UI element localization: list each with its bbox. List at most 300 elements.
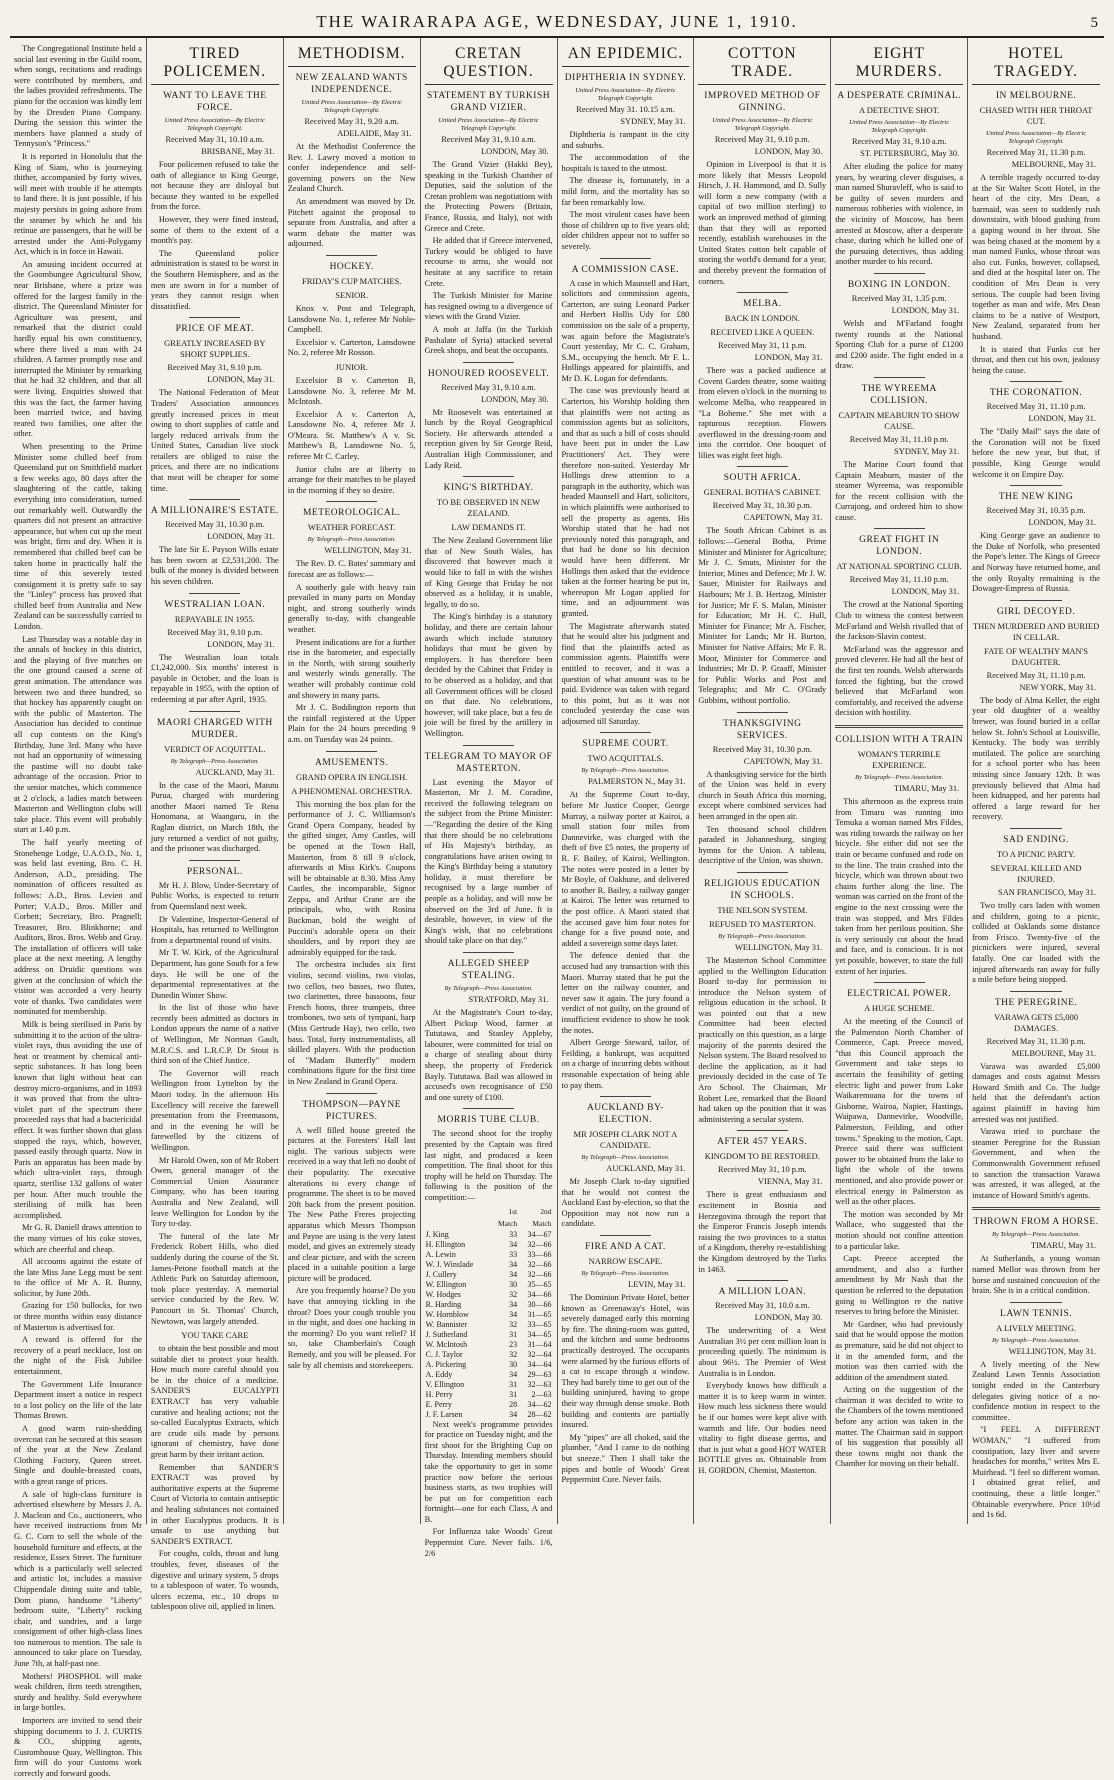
paragraph: Mothers! PHOSPHOL will make weak children, firm teeth strengthen, sturdy and healthy. Sold everywhere in large bottles. bbox=[14, 1671, 142, 1713]
paragraph: The "Daily Mail" says the date of the Coronation will not be fixed before the new year, but that, if possible, King George would welcome it on Empire Day. bbox=[972, 427, 1100, 479]
table-row bbox=[425, 1380, 553, 1390]
paragraph: Dr Valentine, Inspector-General of Hospitals, has returned to Wellington from a departmental round of visits. bbox=[150, 914, 279, 945]
advertisement: For Influenza take Woods' Great Peppermint Cure. Never fails. 1/6, 2/6 bbox=[424, 1527, 553, 1558]
dateline: LONDON, May 31. bbox=[207, 639, 275, 649]
paragraph: The body of Alma Keller, the eight year old daughter of a wealthy brewer, was found buried in a cellar below St. John's School at Louisville, Kentucky. The body was terribly mutilated. The police are searching for a school porter who has been missing since January 12th. It was previously believed that Alma had been kidnapped, and her parents had offered a large reward for her recovery. bbox=[972, 695, 1100, 822]
credit-line: United Press Association—By Electric Telegraph Copyright. bbox=[164, 117, 265, 132]
column-6 bbox=[694, 38, 831, 1524]
subheading: MORRIS TUBE CLUB. bbox=[437, 1115, 540, 1126]
divider bbox=[326, 751, 377, 752]
received-line: Received May 31, 11.30 p.m. bbox=[986, 1036, 1086, 1046]
credit-line: United Press Association—By Electric Telegraph Copyright. bbox=[985, 130, 1087, 145]
paragraph: The motion was seconded by Mr Wallace, who suggested that the motion should not confine attention to a particular lake. bbox=[835, 1209, 964, 1251]
table-row bbox=[425, 1390, 553, 1400]
score-first: 28 bbox=[509, 1399, 518, 1409]
score-second: 31—65 bbox=[527, 1309, 552, 1319]
dateline: NEW YORK, May 31. bbox=[1019, 682, 1096, 692]
received-line: Received May 31, 10 p.m. bbox=[718, 1165, 807, 1175]
dateline: CAPETOWN, May 31. bbox=[743, 756, 823, 766]
divider bbox=[189, 499, 240, 500]
score-second: 35—65 bbox=[527, 1279, 552, 1289]
score-name: W. McIntosh bbox=[425, 1339, 468, 1349]
subheading: THE NEW KING bbox=[998, 492, 1074, 503]
divider bbox=[600, 1096, 651, 1097]
table-row bbox=[425, 1360, 553, 1370]
paragraph: The Grand Vizier (Hakki Bey), speaking in the Turkish Chamber of Deputies, said the solution of the Cretan problem was negotiations with the Protecting Powers (Britain, France, Russia, and Italy), not with Greece and Crete. bbox=[424, 160, 553, 233]
paragraph: In the case of the Maori, Matutu Purua, charged with murdering another Maori named Te Rena Honomana, at Waangaru, in the Raglan district, on March 18th, the jury returned a verdict of not guilty, and the prisoner was discharged. bbox=[150, 780, 279, 854]
score-second: 32—64 bbox=[527, 1349, 552, 1359]
dateline: LONDON, May 30. bbox=[754, 147, 823, 156]
paragraph: The crowd at the National Sporting Club to witness the contest between McFarland and Welsh rivalled that of the Jackson-Slavin contest. bbox=[835, 600, 964, 642]
paragraph: An amusing incident occurred at the Goombungee Agricultural Show, near Brisbane, where a prize was offered for the largest family in the district. The Queensland Minister for Agriculture was present, and remarked that the district could hardly equal his own constituency, where there lived a man with 24 children. A farmer promptly rose and interrupted the Minister by remarking that he had 32 children, and that all were living. Enquiries showed that this was the fact, the farmer having been married twice, and having reared two families, one after the other. bbox=[14, 259, 142, 439]
paragraph: The Government Life Insurance Department insert a notice in respect to a lost policy on the life of the late Thomas Brown. bbox=[14, 1379, 142, 1421]
dateline: LONDON, May 31. bbox=[891, 587, 960, 597]
paragraph: The funeral of the late Mr Frederick Robert Hills, who died suddenly during the course of the St. James-Petone football match at the Athletic Park on Saturday afternoon, took place yesterday. A memorial service conducted by the Rev. W. Pancourt in St. Thomas' Church, Newtown, was largely attended. bbox=[150, 1231, 279, 1326]
subheading: IMPROVED METHOD OF GINNING. bbox=[704, 91, 821, 113]
divider bbox=[737, 712, 788, 713]
subheading: GREAT FIGHT IN LONDON. bbox=[859, 535, 940, 558]
table-row bbox=[425, 1260, 553, 1270]
divider bbox=[189, 593, 240, 594]
paragraph: The most virulent cases have been those of children up to five years old; older children appear not to suffer so severely. bbox=[561, 210, 690, 251]
received-line: Received May 31, 9.20 a.m. bbox=[304, 117, 399, 126]
paragraph: All accounts against the estate of the late Miss Jane Legg must be sent to the office of Mr A. R. Bunny, solicitor, by June 20th. bbox=[14, 1257, 142, 1298]
score-table-body bbox=[425, 1230, 553, 1420]
paragraph: The half yearly meeting of Stonehenge Lodge, U.A.O.D., No. 1, was held last evening, Bro. C. H. Anderson, A.D., presiding. The nomination of officers resulted as follows: A.D., Bros. Levien and Porter; V.A.D., Bros. Miller and Corbett; Secretary, Bro. Pragnell; Treasurer, Bro. Blinkhorne; and Auditors, Bros. Bros. Webb and Gray. The installation of officers will take place at the next meeting. A lengthy address on Druidic questions was given at the conclusion of which the visitor was accorded a very hearty vote of thanks. Two candidates were nominated for membership. bbox=[14, 837, 142, 1017]
subheading: WEATHER FORECAST. bbox=[307, 522, 396, 533]
dateline: LONDON, May 31. bbox=[207, 532, 275, 542]
paragraph: When presenting to the Prime Minister some chilled beef from Queensland put on Smithfield market a few weeks ago, 80 days after the slaughtering of the cattle, taking everything into consideration, turned out remarkably well. Outwardly the quarters did not present an attractive appearance, but when cut up the meat was bright, firm and dry. When it is remembered that chilled beef can be taken home in practically half the time of this severely tested consignment it is pretty safe to say the "Linley" process has proved that chilled beef from Australia and New Zealand can be successfully carried to London. bbox=[14, 441, 142, 632]
paragraph: Opinion in Liverpool is that it is more likely that Messrs Leopold Hirsch, J. H. Hammond, and D. Sully will form a new company (with a capital of two million sterling) to work an improved method of ginning than that they will as reported recently, establish warehouses in the United States cotton belt capable of storing the world's demand for a year, and thereby prevent the formation of corners. bbox=[698, 160, 827, 286]
received-line: Received May 31, 11.10 p.m. bbox=[986, 670, 1086, 680]
dateline: LONDON, May 31. bbox=[754, 353, 823, 363]
paragraph: The orchestra includes six first violins, second violins, two violas, two cellos, two basses, two flutes, two clarinettes, three bassoons, four French horns, three trumpets, three trombones, two sets of tympani, harp (Miss Gertrude Hay), two cello, two bass. Total, forty instrumentalists, all skilled players. With the production of "Madam Butterfly" modern combinations figure for the first time in New Zealand in Grand Opera. bbox=[287, 960, 416, 1086]
score-second: 30—66 bbox=[527, 1299, 552, 1309]
subheading: RECEIVED LIKE A QUEEN. bbox=[710, 327, 815, 338]
subheading: A DETECTIVE SHOT. bbox=[859, 105, 940, 115]
score-first: 30 bbox=[509, 1359, 518, 1369]
subheading: FIRE AND A CAT. bbox=[585, 1242, 666, 1253]
divider bbox=[1010, 381, 1061, 382]
dateline: TIMARU, May 31. bbox=[1030, 1241, 1096, 1251]
subheading: GREATLY INCREASED BY SHORT SUPPLIES. bbox=[164, 338, 266, 360]
table-row bbox=[425, 1340, 553, 1350]
score-name: W. J. Winslade bbox=[425, 1259, 474, 1269]
subheading: VARAWA GETS £5,000 DAMAGES. bbox=[994, 1011, 1079, 1033]
column-header: 1st bbox=[508, 1206, 518, 1216]
subheading: ALLEGED SHEEP STEALING. bbox=[447, 959, 530, 982]
page-number: 5 bbox=[1090, 15, 1098, 31]
paragraph: The Governor will reach Wellington from Lyttelton by the Maori today. In the afternoon His Excellency will receive the farewell presentation from the Freemasons, and in the evening he will be farewelled by the citizens of Wellington. bbox=[150, 1068, 279, 1152]
paragraph: At the Methodist Conference the Rev. J. Lawry moved a motion to confer independence and self-governing powers on the New Zealand Church. bbox=[287, 142, 416, 194]
divider bbox=[1010, 1302, 1061, 1303]
divider bbox=[600, 258, 651, 259]
score-name: W. Bannister bbox=[425, 1319, 468, 1329]
credit-line: By Telegraph—Press Association. bbox=[444, 985, 533, 993]
subheading: RELIGIOUS EDUCATION IN SCHOOLS. bbox=[704, 878, 821, 901]
subheading: A MILLIONAIRE'S ESTATE. bbox=[150, 506, 279, 517]
subheading: NARROW ESCAPE. bbox=[588, 1256, 663, 1267]
paragraph: It is reported in Honolulu that the King of Siam, who is journeying thither, accompanied by forty wives, will meet with trouble if he attempts to land there. It is just possible, if his majesty persists in going ashore from the steamer by which he and his retinue are passengers, that he will be arrested under the Anti-Polygamy Act, which is in force in Hawaii. bbox=[14, 151, 142, 257]
credit-line: United Press Association—By Electric Telegraph Copyright. bbox=[849, 119, 950, 134]
score-name: E. Perry bbox=[425, 1399, 452, 1409]
divider bbox=[737, 292, 788, 293]
paragraph: The Marine Court found that Captain Meaburn, master of the steamer Wyreema, was responsible for the recent collision with the Currajong, and ordered him to show cause. bbox=[835, 459, 964, 522]
score-first: 23 bbox=[509, 1339, 518, 1349]
received-line: Received May 31, 10.0 a.m. bbox=[715, 1301, 810, 1311]
score-first: 32 bbox=[509, 1349, 518, 1359]
table-row bbox=[425, 1370, 553, 1380]
score-name: A. Lewin bbox=[425, 1249, 456, 1259]
table-row bbox=[425, 1230, 553, 1240]
paragraph: There is great enthusiasm and excitement in Bosnia and Herzegovina through the report that the Emperor Francis Joseph intends raising the two provinces to a status of a Kingdom, thereby re-establishing the Kingdom destroyed by the Turks in 1463. bbox=[698, 1190, 827, 1274]
received-line: Received May 31, 9.10 p.m. bbox=[167, 627, 263, 637]
score-name: H. Perry bbox=[425, 1389, 453, 1399]
received-line: Received May 31, 9.10 p.m. bbox=[167, 363, 263, 373]
subheading: A HUGE SCHEME. bbox=[864, 1003, 935, 1014]
paragraph: At the Supreme Court to-day, before Mr Justice Cooper, George Murray, a railway porter at Kairoi, a small station four miles from Dannevirke, was charged with the theft of five £5 notes, the property of R. F. Bailey, of Kairoi, Wellington. The notes were posted in a letter by Mr Boyle, of Oakhune, and delivered to another R. Bailey, a railway ganger at Kairoi. The letter was returned to the post office. A Maori stated that the accused gave him four notes for change for a five pound note, and added a sovereign some days later. bbox=[561, 790, 690, 948]
column-header: Match bbox=[532, 1218, 552, 1228]
paragraph: An amendment was moved by Dr. Pitchett against the proposal to separate from Australia, and after a warm debate the matter was adjourned. bbox=[287, 196, 416, 249]
advertisement: Are you frequently hoarse? Do you have that annoying tickling in the throat? Does your cough trouble you in the night, and does one hacking in the morning? Do you want relief? If so, take Chamberlain's Cough Remedy, and you will be pleased. For sale by all chemists and storekeepers. bbox=[287, 1286, 416, 1370]
column-2 bbox=[147, 38, 284, 1612]
dateline: MELBOURNE, May 31. bbox=[1011, 160, 1096, 169]
score-second: 34—64 bbox=[527, 1359, 552, 1369]
paragraph: The disease is, fortunately, in a mild form, and the mortality has so far been remarkably low. bbox=[561, 176, 690, 207]
subheading: TWO ACQUITTALS. bbox=[587, 753, 664, 764]
received-line: Received May 31, 11 p.m. bbox=[718, 341, 807, 351]
paragraph: The case was previously heard at Carterton, his Worship holding then that plaintiffs were not acting as commission agents but as solicitors, and that as such a bill of costs should have been put in under the Law Practitioners' Act. They were therefore non-suited. Yesterday Mr Hollings drew attention to a paragraph in the authority, which was headed Maunsell and Hart, solicitors, in which plaintiffs were authorised to sell the property as agents. His Worship stated that he had not previously noted this paragraph, and that had he done so his decision would have been different. Mr Hollings then asked that the evidence taken at the former hearing be put in, whereupon Mr Logan applied for time, and an adjournment was granted. bbox=[561, 386, 690, 618]
score-second: 34—66 bbox=[527, 1289, 552, 1299]
score-name: R. Harding bbox=[425, 1299, 462, 1309]
subheading: REPAYABLE IN 1955. bbox=[174, 613, 255, 624]
score-name: W. Hodges bbox=[425, 1289, 461, 1299]
score-second: 2—63 bbox=[531, 1389, 552, 1399]
dateline: BRISBANE, May 31. bbox=[201, 147, 275, 156]
subheading: A COMMISSION CASE. bbox=[571, 264, 680, 275]
paragraph: The Magistrate afterwards stated that he would alter his judgment and find that the plaintiffs acted as commission agents. Plaintiffs were entitled to recover, and it was a question of what amount was to be paid. Evidence was taken with regard to this point, but as it was not concluded yesterday the case was adjourned till Saturday. bbox=[561, 621, 690, 726]
score-first: 31 bbox=[509, 1379, 518, 1389]
paragraph: Mr T. W. Kirk, of the Agricultural Department, has gone South for a few days. He will be one of the departmental representatives at the Dunedin Winter Show. bbox=[150, 948, 279, 1000]
paragraph: A mob at Jaffa (in the Turkish Pashalate of Syria) attacked several Greek shops, and beat the occupants. bbox=[424, 324, 553, 356]
divider bbox=[835, 725, 963, 728]
masthead bbox=[10, 8, 1104, 38]
paragraph: Welsh and M'Farland fought twenty rounds at the National Sporting Club for a purse of £1200 and £200 aside. The fight ended in a draw. bbox=[835, 318, 964, 371]
subheading: SUPREME COURT. bbox=[582, 739, 669, 750]
paragraph: The underwriting of a West Australian 3½ per cent million loan is proceeding quietly. The minimum is about 96½. The Premier of West Australia is in London. bbox=[698, 1326, 827, 1378]
subheading: WOMAN'S TERRIBLE EXPERIENCE. bbox=[857, 749, 941, 770]
paragraph: The South African Cabinet is as follows:—General Botha, Prime Minister and Minister for Agriculture; Mr J. C. Smuts, Minister for the Interior, Mines and Defence; Mr J. W. Sauer, Minister for Railways and Harbours; Mr J. B. Hertzog, Minister for Justice; Mr F. S. Malan, Minister for Education; Mr H. C. Hull, Minister for Finance; Mr A. Fischer, Minister for Lands; Mr H. Burton, Minister for Native Affairs; Mr F. R. Moor, Minister for Commerce and Industries; Mr D. P. Graaff, Minister for Public Works and Post and Telegraphs; and Mr C. O'Grady Gubbins, without portfolio. bbox=[698, 526, 827, 705]
score-second: 33—65 bbox=[527, 1319, 552, 1329]
paragraph: Mr H. J. Blow, Under-Secretary of Public Works, is expected to return from Queensland next week. bbox=[150, 880, 279, 911]
divider bbox=[463, 476, 514, 477]
paragraph: A good warm rain-shedding overcoat can be secured at this season of the year at the New Zealand Clothing Factory, Queen street. Single and double-breasted coats, with a great range of prices. bbox=[14, 1424, 142, 1486]
paragraph: Last evening the Mayor of Masterton, Mr J. M. Coradine, received the following telegram on the subject from the Prime Minister:—"Regarding the desire of the King that there should be no celebrations of His Majesty's birthday, as congratulations have arisen owing to the King's Birthday being a statutory holiday, it must therefore be recognised by a large number of people as a holiday, and will now be observed on the 3rd of June. It is desirable, however, in view of the King's wish, that no celebrations should take place on that day." bbox=[424, 777, 553, 946]
subheading: REFUSED TO MASTERTON. bbox=[709, 918, 816, 929]
advertisement: For coughs, colds, throat and lung troubles, fever, diseases of the digestive and urinary system, 5 drops to a tablespoon of water. To wounds, ulcers eczema, etc., 10 drops to tablespoon olive oil, applied in linen. bbox=[150, 1549, 279, 1612]
divider bbox=[326, 255, 377, 256]
paragraph: The Turkish Minister for Marine has resigned owing to a divergence of views with the Grand Vizier. bbox=[424, 291, 553, 322]
subheading: CHASED WITH HER THROAT CUT. bbox=[979, 105, 1093, 126]
column-8 bbox=[968, 38, 1104, 1524]
paragraph: The accommodation of the hospitals is taxed to the utmost. bbox=[561, 153, 690, 173]
received-line: Received May 31. 10.15 a.m. bbox=[576, 105, 675, 114]
paragraph: Albert George Steward, tailor, of Feilding, a bankrupt, was acquitted on a charge of incurring debts without reasonable expectation of being able to pay them. bbox=[561, 1038, 690, 1090]
credit-line: By Telegraph—Press Association. bbox=[992, 1336, 1081, 1344]
paragraph: The Rev. D. C. Bates' summary and forecast are as follows:— bbox=[287, 559, 416, 580]
received-line: Received May 31, 9.10 a.m. bbox=[441, 135, 536, 144]
table-row bbox=[425, 1270, 553, 1280]
divider bbox=[600, 1235, 651, 1236]
divider bbox=[737, 872, 788, 873]
subheading: KINGDOM TO BE RESTORED. bbox=[704, 1151, 820, 1162]
dateline: WELLINGTON, May 31. bbox=[1008, 1346, 1096, 1356]
dateline: STRATFORD, May 31. bbox=[468, 995, 549, 1005]
headline: METHODISM. bbox=[288, 44, 416, 67]
score-second: 34—65 bbox=[527, 1329, 552, 1339]
divider bbox=[463, 1108, 514, 1109]
divider bbox=[737, 1130, 788, 1131]
score-name: J. Cullery bbox=[425, 1269, 457, 1279]
subheading: THE NELSON SYSTEM. bbox=[717, 904, 808, 915]
score-first: 34 bbox=[509, 1409, 518, 1419]
column-4 bbox=[421, 38, 558, 1558]
subheading: TO BE OBSERVED IN NEW ZEALAND. bbox=[437, 497, 541, 519]
received-line: Received May 31, 10.10 a.m. bbox=[165, 135, 265, 144]
divider bbox=[1010, 991, 1061, 992]
paragraph: Last Thursday was a notable day in the annals of hockey in this district, and the playing of five matches on the one ground caused a scene of great animation. The attendance was between two and three hundred, so that hockey has apparently caught on with the public of Masterton. The Association has decided to continue all cup contests on the King's Birthday, June 3rd. Many who have not had an opportunity of witnessing the pastime will no doubt take advantage of the occasion. Prior to the senior matches, which commence at 2 o'clock, a ladies match between Masterton and Wellington clubs will take place. This event will probably start at 1.40 p.m. bbox=[14, 634, 142, 835]
received-line: Received May 31, 10.35 p.m. bbox=[986, 506, 1086, 516]
dateline: AUCKLAND, May 31. bbox=[195, 767, 275, 777]
dateline: WELLINGTON, May 31. bbox=[734, 942, 823, 952]
subheading: COLLISION WITH A TRAIN bbox=[835, 735, 963, 745]
received-line: Received May 31, 9.10 a.m. bbox=[851, 137, 947, 146]
paragraph: Ten thousand school children paraded in Johannesburg, singing hymns for the Union. A tableau, descriptive of the Union, was shown. bbox=[698, 824, 827, 866]
paragraph: A terrible tragedy occurred to-day at the Sir Walter Scott Hotel, in the heart of the city. Mrs Dean, a barmaid, was seen to suddenly rush downstairs, with blood gushing from a gaping wound in her throat. She was being chased at the moment by a man named Funks, whose throat was also cut. Funks, however, collapsed, and died at the hospital later on. The condition of Mrs Dean is very serious. The couple had been living together as man and wife. Mrs Dean claims to be a native of Westport, New Zealand, separated from her husband. bbox=[972, 173, 1100, 341]
score-first: 32 bbox=[509, 1319, 518, 1329]
subheading: SEVERAL KILLED AND INJURED. bbox=[990, 862, 1082, 884]
subheading: GRAND OPERA IN ENGLISH. bbox=[295, 771, 408, 782]
paragraph: Four policemen refused to take the oath of allegiance to King George, not because they are disloyal but because they wanted to be expelled from the force. bbox=[150, 160, 279, 212]
credit-line: United Press Association—By Electric Telegraph Copyright. bbox=[301, 99, 402, 114]
columns bbox=[10, 38, 1104, 1778]
dateline: VIENNA, May 31. bbox=[758, 1177, 823, 1187]
score-name: J. King bbox=[425, 1229, 449, 1239]
score-first: 34 bbox=[509, 1309, 518, 1319]
dateline: SAN FRANCISCO, May 31. bbox=[998, 887, 1096, 897]
score-name: H. Ellington bbox=[425, 1239, 466, 1249]
subheading: IN MELBOURNE. bbox=[995, 91, 1077, 101]
table-row bbox=[425, 1350, 553, 1360]
credit-line: By Telegraph—Press Association. bbox=[307, 536, 396, 544]
subheading: BACK IN LONDON. bbox=[724, 313, 800, 324]
score-first: 31 bbox=[509, 1389, 518, 1399]
divider bbox=[737, 466, 788, 467]
subheading: PERSONAL. bbox=[186, 866, 243, 877]
subheading: GENERAL BOTHA'S CABINET. bbox=[703, 487, 822, 498]
paragraph: A southerly gale with heavy rain prevailed in many parts on Monday night, and strong southerly winds generally to-day, with changeable weather. bbox=[287, 582, 416, 634]
divider bbox=[972, 1207, 1100, 1210]
paragraph: The Masterton School Committee applied to the Wellington Education Board to-day for permission to introduce the Nelson system of religious education in the school. It was pointed out that a new Committee had been elected practically on this question, as a large majority of the parents desired the Nelson system. The Board resolved to decline the application, as it had previously decided in the case of Te Aro School. The Chairman, Mr Robert Lee, remarked that the Board had taken up the position that it was administering a secular system. bbox=[698, 955, 827, 1124]
subheading: JUNIOR. bbox=[335, 361, 368, 372]
paragraph: After eluding the police for many years, by wearing clever disguises, a man named Shuravleff, who is said to be guilty of seven murders and numerous robberies with violence, in the vicinity of Moscow, has been arrested at Moscow, after a desperate chase, during which he killed one of the pursuing detectives, thus adding another murder to his record. bbox=[835, 162, 964, 267]
paragraph: A well filled house greeted the pictures at the Foresters' Hall last night. The various subjects were received in a way that left no doubt of their popularity. The executive alterations to every change of programme. The sheet is to be moved 20ft back from the present position. The New Pathe Freres projecting apparatus which Messrs Thompson and Payne are using is the very latest model, and gives an extremely steady and clear picture, and with the screen placed in a suitable position a large picture will be produced. bbox=[287, 1125, 416, 1283]
paragraph: The Congregational Institute held a social last evening in the Guild room, when songs, recitations and readings were contributed by members, and the ladies provided refreshments. The piano for the occasion was kindly lent by the Dresden Piano Company. During the session this winter the members have planned a study of Tennyson's "Princess." bbox=[14, 44, 142, 149]
subheading: HONOURED ROOSEVELT. bbox=[427, 368, 550, 379]
score-first: 34 bbox=[509, 1259, 518, 1269]
received-line: Received May 31, 1.35 p.m. bbox=[851, 293, 947, 303]
received-line: Received May 31, 11.30 p.m. bbox=[986, 148, 1086, 157]
column-3 bbox=[284, 38, 421, 1524]
subheading: HOCKEY. bbox=[329, 261, 374, 272]
credit-line: By Telegraph—Press Association. bbox=[718, 932, 807, 940]
credit-line: By Telegraph—Press Association. bbox=[581, 1270, 670, 1278]
credit-line: By Telegraph—Press Association. bbox=[992, 1231, 1081, 1239]
credit-line: By Telegraph—Press Association. bbox=[581, 767, 670, 775]
score-name: A. Pickering bbox=[425, 1359, 467, 1369]
subheading: A PHENOMENAL ORCHESTRA. bbox=[291, 785, 413, 796]
divider bbox=[1010, 828, 1061, 829]
paragraph: This afternoon as the express train from Timaru was running into Temuka a woman named Mrs Fildes, was riding towards the railway on her bicycle. She either did not see the train or became confused and rode on to the line. The train crashed into the bicycle, which was thrown about two chains further along the line. The woman was carried on the front of the engine to the next crossing were the train was stopped, and Mrs Fildes taken from her perilous position. She is very seriously cut about the head and face, and is conscious. It is not yet possible, however, to state the full extent of her injuries. bbox=[835, 797, 964, 976]
score-name: J. F. Larsen bbox=[425, 1409, 463, 1419]
dateline: AUCKLAND, May 31. bbox=[606, 1164, 686, 1174]
ad-heading: YOU TAKE CARE bbox=[181, 1330, 249, 1341]
subheading: THE CORONATION. bbox=[989, 388, 1083, 399]
subheading: AT NATIONAL SPORTING CLUB. bbox=[836, 561, 962, 572]
score-name: C. J. Taylor bbox=[425, 1349, 463, 1359]
subheading: AUCKLAND BY-ELECTION. bbox=[586, 1103, 664, 1126]
dateline: LONDON, May 30. bbox=[481, 147, 549, 156]
subheading: LAW DEMANDS IT. bbox=[451, 522, 526, 533]
masthead-title: THE WAIRARAPA AGE, WEDNESDAY, JUNE 1, 1910. bbox=[316, 12, 798, 31]
paragraph: Excelsior A v. Carterton A, Lansdowne No. 4, referee Mr J. O'Meara. St. Matthew's A v. St. Matthew's B, Lansdowne No. 5, referee Mr C. Carley. bbox=[287, 409, 416, 462]
subheading: THOMPSON—PAYNE PICTURES. bbox=[302, 1099, 402, 1122]
score-first: 34 bbox=[509, 1239, 518, 1249]
subheading: A MILLION LOAN. bbox=[718, 1287, 807, 1298]
subheading: SAD ENDING. bbox=[1003, 834, 1069, 845]
paragraph: A reward is offered for the recovery of a pearl necklace, lost on the night of the Fisk Jubilee entertainment. bbox=[14, 1335, 142, 1377]
column-5 bbox=[558, 38, 695, 1524]
subheading: WANT TO LEAVE THE FORCE. bbox=[163, 91, 267, 113]
subheading: DIPHTHERIA IN SYDNEY. bbox=[564, 73, 687, 83]
table-row bbox=[425, 1320, 553, 1330]
paragraph: At the meeting of the Council of the Palmerston North Chamber of Commerce, Capt. Preece moved, "that this Council approach the Government and take steps to ascertain the feasibility of getting electric light and power from Lake Waikaremoana for the towns of Gisborne, Wairoa, Napier, Hastings, Waipawa, Dannevirke, Woodville, Palmerston, Feilding, and other towns." Speaking to the motion, Capt. Preece said there was sufficient power to be obtained from the lake to light the whole of the towns mentioned, and also provide power or electrical energy in Palmerston as well as the other places. bbox=[835, 1017, 964, 1207]
dateline: LONDON, May 31. bbox=[207, 375, 275, 385]
score-first: 31 bbox=[509, 1329, 518, 1339]
paragraph: The late Sir E. Payson Wills estate has been sworn at £2,531,200. The bulk of the money is divided between his seven children. bbox=[150, 545, 279, 587]
paragraph: It is stated that Funks cut her throat, and then cut his own, jealousy being the cause. bbox=[972, 344, 1100, 375]
score-table-header bbox=[425, 1206, 553, 1218]
divider bbox=[874, 273, 925, 274]
received-line: Received May 31, 9.10 a.m. bbox=[441, 382, 536, 392]
paragraph: Mr G. R. Daniell draws attention to the many virtues of his coke stoves, which are cheerful and cheap. bbox=[14, 1223, 142, 1254]
dateline: SYDNEY, May 31. bbox=[620, 117, 686, 126]
divider bbox=[874, 528, 925, 529]
subheading: FRIDAY'S CUP MATCHES. bbox=[301, 275, 402, 286]
paragraph: King George gave an audience to the Duke of Norfolk, who presented the Pope's letter. The Kings of Greece and Norway have returned home, and the only Royalty remaining is the Dowager-Empress of Russia. bbox=[972, 531, 1100, 594]
score-first: 33 bbox=[509, 1249, 518, 1259]
subheading: LAWN TENNIS. bbox=[1000, 1308, 1073, 1319]
column-header: 2nd bbox=[540, 1206, 552, 1216]
paragraph: In the list of those who have recently been admitted as doctors in London appears the name of a native of Wellington, Mr Norman Gault, M.R.C.S. and L.R.C.P. Dr Stout is third son of the Chief Justice. bbox=[150, 1003, 279, 1066]
divider bbox=[1010, 600, 1061, 601]
paragraph: Importers are invited to send their shipping documents to J. J. CURTIS & CO., shipping agents, Customhouse Quay, Wellington. This firm will do your Customs work correctly and forward goods. bbox=[14, 1716, 142, 1778]
score-table-header bbox=[425, 1218, 553, 1230]
subheading: CAPTAIN MEABURN TO SHOW CAUSE. bbox=[838, 409, 960, 431]
score-second: 34—67 bbox=[527, 1229, 552, 1239]
dateline: TIMARU, May 31. bbox=[893, 784, 960, 793]
received-line: Received May 31, 11.10 p.m. bbox=[986, 402, 1086, 412]
score-first: 33 bbox=[509, 1229, 518, 1239]
paragraph: Two trolly cars laden with women and children, going to a picnic, collided at Oaklands some distance from Frisco. Twenty-five of the picnickers were injured, several fatally. One car loaded with the injured afterwards ran away for fully a mile before being stopped. bbox=[972, 900, 1100, 985]
advertisement: Remember that SANDER'S EXTRACT was proved by authoritative experts at the Supreme Court of Victoria to contain antiseptic and healing substances not contained in other Eucalyptus products. It is unsafe to use anything but SANDER'S EXTRACT. bbox=[150, 1462, 279, 1546]
divider bbox=[189, 317, 240, 318]
paragraph: Junior clubs are at liberty to arrange for their matches to be played in the morning if they so desire. bbox=[287, 464, 416, 495]
paragraph: Next week's programme provides for practice on Tuesday night, and the first shoot for the Brighting Cup on Thursday. Intending members should take the opportunity to get in some practice now before the serious business starts, as two trophies will be put on for competition each fortnight—one for each Class, A and B. bbox=[424, 1419, 553, 1524]
score-first: 34 bbox=[509, 1369, 518, 1379]
headline: HOTEL TRAGEDY. bbox=[972, 44, 1100, 85]
paragraph: Mr Joseph Clark to-day signified that he would not contest the Auckland East by-election, so that the Opposition may not now run a candidate. bbox=[561, 1177, 690, 1229]
dateline: LONDON, May 30. bbox=[754, 1313, 823, 1323]
subheading: A LIVELY MEETING. bbox=[996, 1322, 1076, 1333]
subheading: GIRL DECOYED. bbox=[996, 606, 1076, 617]
paragraph: Present indications are for a further rise in the barometer, and especially in the North, with strong southerly and westerly winds generally. The weather will probably continue cold and showery in many parts. bbox=[287, 637, 416, 700]
subheading: BOXING IN LONDON. bbox=[847, 279, 951, 290]
score-second: 33—66 bbox=[527, 1249, 552, 1259]
divider bbox=[737, 1280, 788, 1281]
subheading: THROWN FROM A HORSE. bbox=[973, 1217, 1099, 1228]
subheading: MR JOSEPH CLARK NOT A CANDIDATE. bbox=[573, 1129, 678, 1151]
subheading: THE PEREGRINE. bbox=[994, 997, 1078, 1008]
column-7 bbox=[831, 38, 968, 1524]
table-row bbox=[425, 1280, 553, 1290]
divider bbox=[1010, 485, 1061, 486]
score-name: W. Ellington bbox=[425, 1279, 467, 1289]
table-row bbox=[425, 1310, 553, 1320]
paragraph: The Dominion Private Hotel, better known as Greenaway's Hotel, was severely damaged early this morning by fire. The dining-room was gutted, and the kitchen and some bedrooms practically destroyed. The occupants were alarmed by the furious efforts of a cat to escape through a window. They had barely time to get out of the building uninjured, having to grope their way through dense smoke. Both building and contents are partially insured. bbox=[561, 1293, 690, 1430]
paragraph: A thanksgiving service for the birth of the Union was held in every church in South Africa this morning, except where combined services had been arranged in the open air. bbox=[698, 769, 827, 821]
dateline: LEVIN, May 31. bbox=[628, 1280, 686, 1290]
table-row bbox=[425, 1300, 553, 1310]
dateline: LONDON, May 31. bbox=[891, 305, 960, 315]
dateline: LONDON, May 30. bbox=[481, 394, 549, 404]
advertisement: to obtain the best possible and most suitable diet to protect your health. How much more careful should you be in the choice of a medicine. SANDER'S EUCALYPTI EXTRACT has very valuable curative and healing actions; not the so-called Eucalyptus Extracts, which are crude oils made by persons ignorant of chemistry, have done great harm by their irritant action. bbox=[150, 1344, 279, 1460]
divider bbox=[874, 377, 925, 378]
paragraph: Mr J. C. Boddington reports that the rainfall registered at the Upper Plain for the 24 hours preceding 9 a.m. on Tuesday was 24 points. bbox=[287, 703, 416, 744]
score-name: A. Eddy bbox=[425, 1369, 453, 1379]
divider bbox=[189, 711, 240, 712]
paragraph: The Westralian loan totals £1,242,000. Six months' interest is payable in October, and the loan is repayable in 1955, with the option of redeeming at par after April, 1935. bbox=[150, 652, 279, 704]
paragraph: The National Federation of Meat Traders' Association announces greatly increased prices in meat owing to short supplies of cattle and largely reduced arrivals from the United States, Canadian live stock retailers are obliged to raise the prices, and there are no indications that meat will be cheaper for some time. bbox=[150, 388, 279, 493]
dateline: ST. PETERSBURG, May 30. bbox=[860, 149, 960, 158]
score-second: 34—62 bbox=[527, 1399, 552, 1409]
divider bbox=[874, 982, 925, 983]
column-header: Match bbox=[497, 1218, 518, 1228]
table-row bbox=[425, 1250, 553, 1260]
subheading: ELECTRICAL POWER. bbox=[847, 989, 952, 1000]
subheading: WESTRALIAN LOAN. bbox=[164, 599, 266, 610]
newspaper-page bbox=[10, 8, 1104, 1778]
dateline: LONDON, May 31. bbox=[1028, 518, 1096, 528]
subheading: SOUTH AFRICA. bbox=[723, 473, 801, 484]
received-line: Received May 31, 11.10 p.m. bbox=[849, 434, 949, 444]
dateline: SYDNEY, May 31. bbox=[894, 446, 960, 456]
dateline: WELLINGTON, May 31. bbox=[324, 546, 412, 556]
subheading: THE WYREEMA COLLISION. bbox=[861, 383, 937, 406]
dateline: PALMERSTON N., May 31. bbox=[588, 777, 686, 787]
score-first: 34 bbox=[509, 1269, 518, 1279]
paragraph: The King's birthday is a statutory holiday, and there are certain labour awards which include statutory holidays that must be given by employers. It has therefore been decided by the Cabinet that Friday is to be observed as a holiday, and that all Government offices will be closed on that date. No celebrations, however, will take place, but a feu de joie will be fired by the artillery in Wellington. bbox=[424, 612, 553, 738]
